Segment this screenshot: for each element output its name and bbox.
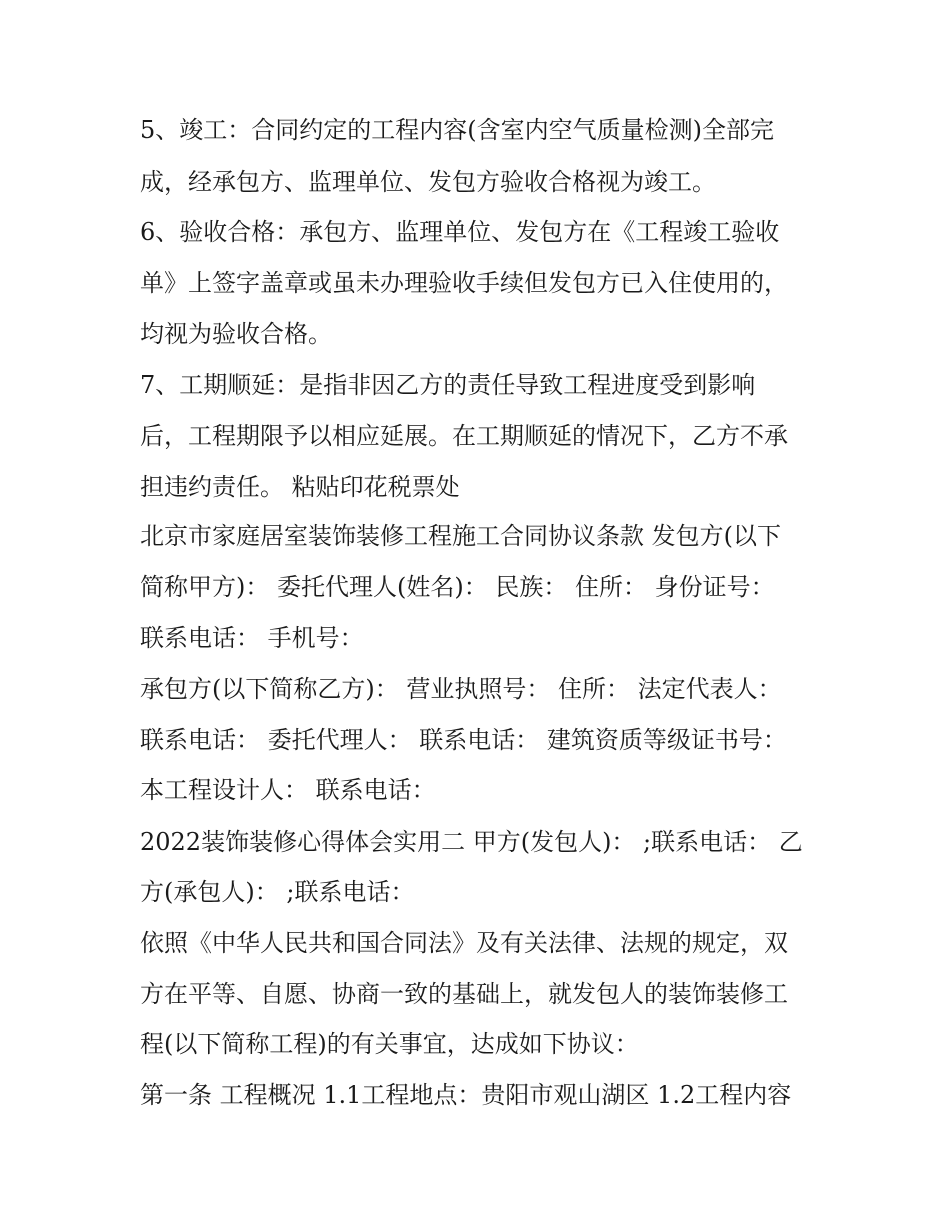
text-line: 本工程设计人： 联系电话： <box>140 776 436 804</box>
text-line: 承包方(以下简称乙方)： 营业执照号： 住所： 法定代表人： <box>140 675 782 703</box>
text-line: 北京市家庭居室装饰装修工程施工合同协议条款 发包方(以下 <box>140 522 781 550</box>
text-line: 成，经承包方、监理单位、发包方验收合格视为竣工。 <box>140 168 716 196</box>
text-line: 联系电话： 委托代理人： 联系电话： 建筑资质等级证书号： <box>140 726 787 754</box>
text-line: 依照《中华人民共和国合同法》及有关法律、法规的规定，双 <box>140 929 788 957</box>
text-line: 担违约责任。 粘贴印花税票处 <box>140 473 460 501</box>
text-line: 程(以下简称工程)的有关事宜，达成如下协议： <box>140 1030 639 1058</box>
text-line: 6、验收合格：承包方、监理单位、发包方在《工程竣工验收 <box>140 218 780 246</box>
text-line: 2022装饰装修心得体会实用二 甲方(发包人)： ;联系电话： 乙 <box>140 828 803 856</box>
text-line: 均视为验收合格。 <box>140 320 332 348</box>
text-line: 方在平等、自愿、协商一致的基础上，就发包人的装饰装修工 <box>140 980 788 1008</box>
text-line: 方(承包人)： ;联系电话： <box>140 878 415 906</box>
text-line: 单》上签字盖章或虽未办理验收手续但发包方已入住使用的， <box>140 269 788 297</box>
text-line: 7、工期顺延：是指非因乙方的责任导致工程进度受到影响 <box>140 371 756 399</box>
text-line: 后，工程期限予以相应延展。在工期顺延的情况下，乙方不承 <box>140 422 788 450</box>
text-line: 联系电话： 手机号： <box>140 624 364 652</box>
text-line: 简称甲方)： 委托代理人(姓名)： 民族： 住所： 身份证号： <box>140 573 775 601</box>
text-line: 5、竣工：合同约定的工程内容(含室内空气质量检测)全部完 <box>140 116 774 144</box>
text-line: 第一条 工程概况 1.1工程地点：贵阳市观山湖区 1.2工程内容 <box>140 1081 792 1109</box>
